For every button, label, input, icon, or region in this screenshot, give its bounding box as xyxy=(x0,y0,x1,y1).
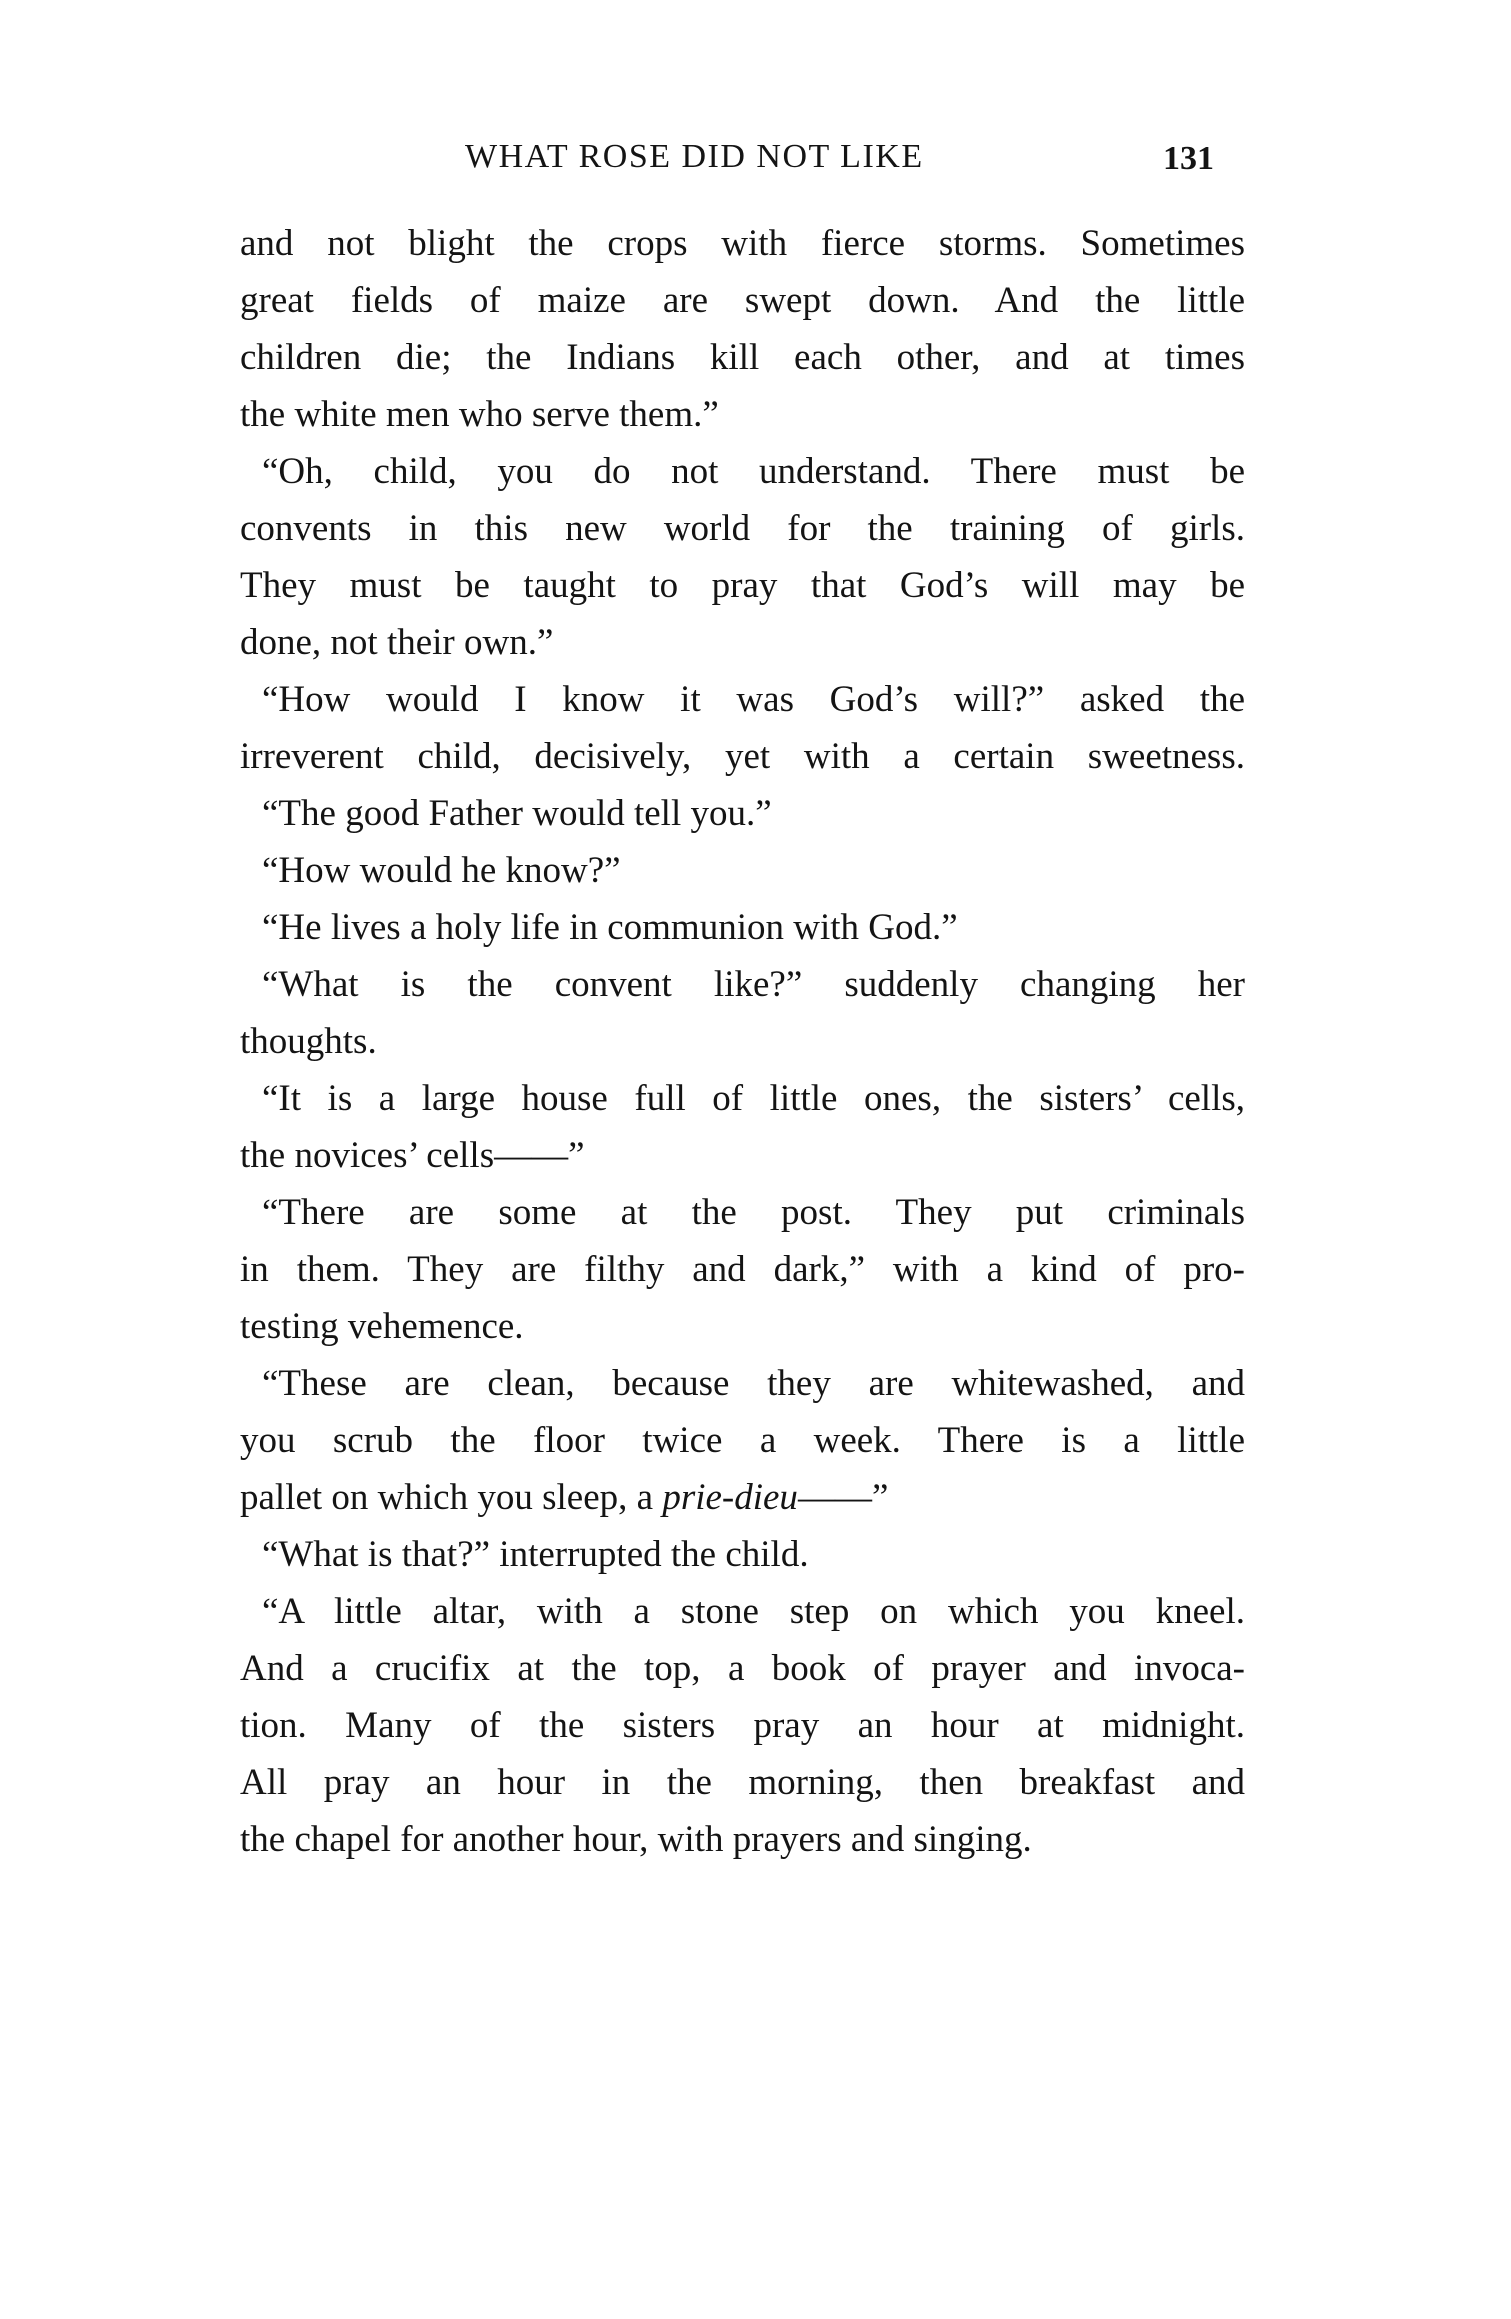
text-line: convents in this new world for the training of girls. xyxy=(240,508,1245,549)
text-line: “What is that?” interrupted the child. xyxy=(262,1534,809,1575)
text-line: the white men who serve them.” xyxy=(240,394,719,435)
text-line: you scrub the floor twice a week. There is a little xyxy=(240,1420,1245,1461)
text-line xyxy=(240,1469,1245,1526)
text-line: the novices’ cells——” xyxy=(240,1135,585,1176)
text-line: “He lives a holy life in communion with God.” xyxy=(262,907,958,948)
text-line: “Oh, child, you do not understand. There must be xyxy=(262,451,1245,492)
text-line: great fields of maize are swept down. And the little xyxy=(240,280,1245,321)
text-line: “A little altar, with a stone step on which you kneel. xyxy=(262,1591,1245,1632)
text-span: pallet on which you sleep, a xyxy=(240,1477,663,1518)
text-line: “How would he know?” xyxy=(262,850,621,891)
text-line: children die; the Indians kill each other, and at times xyxy=(240,337,1245,378)
text-line: “How would I know it was God’s will?” asked the xyxy=(262,679,1245,720)
text-line: “The good Father would tell you.” xyxy=(262,793,772,834)
text-line: All pray an hour in the morning, then breakfast and xyxy=(240,1762,1245,1803)
text-line: thoughts. xyxy=(240,1021,377,1062)
page-number: 131 xyxy=(1163,140,1214,177)
text-line: They must be taught to pray that God’s will may be xyxy=(240,565,1245,606)
text-span: ——” xyxy=(797,1477,889,1518)
body-text xyxy=(240,215,1245,1868)
running-head: WHAT ROSE DID NOT LIKE xyxy=(465,138,924,175)
text-line: testing vehemence. xyxy=(240,1306,524,1347)
text-line: “These are clean, because they are whitewashed, and xyxy=(262,1363,1245,1404)
text-line: “It is a large house full of little ones, the sisters’ cells, xyxy=(262,1078,1245,1119)
text-line: and not blight the crops with fierce storms. Sometimes xyxy=(240,223,1245,264)
text-line: irreverent child, decisively, yet with a certain sweetness. xyxy=(240,736,1245,777)
text-line: And a crucifix at the top, a book of prayer and invoca- xyxy=(240,1648,1245,1689)
text-line: in them. They are filthy and dark,” with a kind of pro- xyxy=(240,1249,1245,1290)
text-line: the chapel for another hour, with prayers and singing. xyxy=(240,1819,1032,1860)
text-line: “What is the convent like?” suddenly changing her xyxy=(262,964,1245,1005)
text-line: done, not their own.” xyxy=(240,622,554,663)
text-line: “There are some at the post. They put criminals xyxy=(262,1192,1245,1233)
text-line: tion. Many of the sisters pray an hour at midnight. xyxy=(240,1705,1245,1746)
italic-term: prie-dieu xyxy=(662,1477,798,1518)
